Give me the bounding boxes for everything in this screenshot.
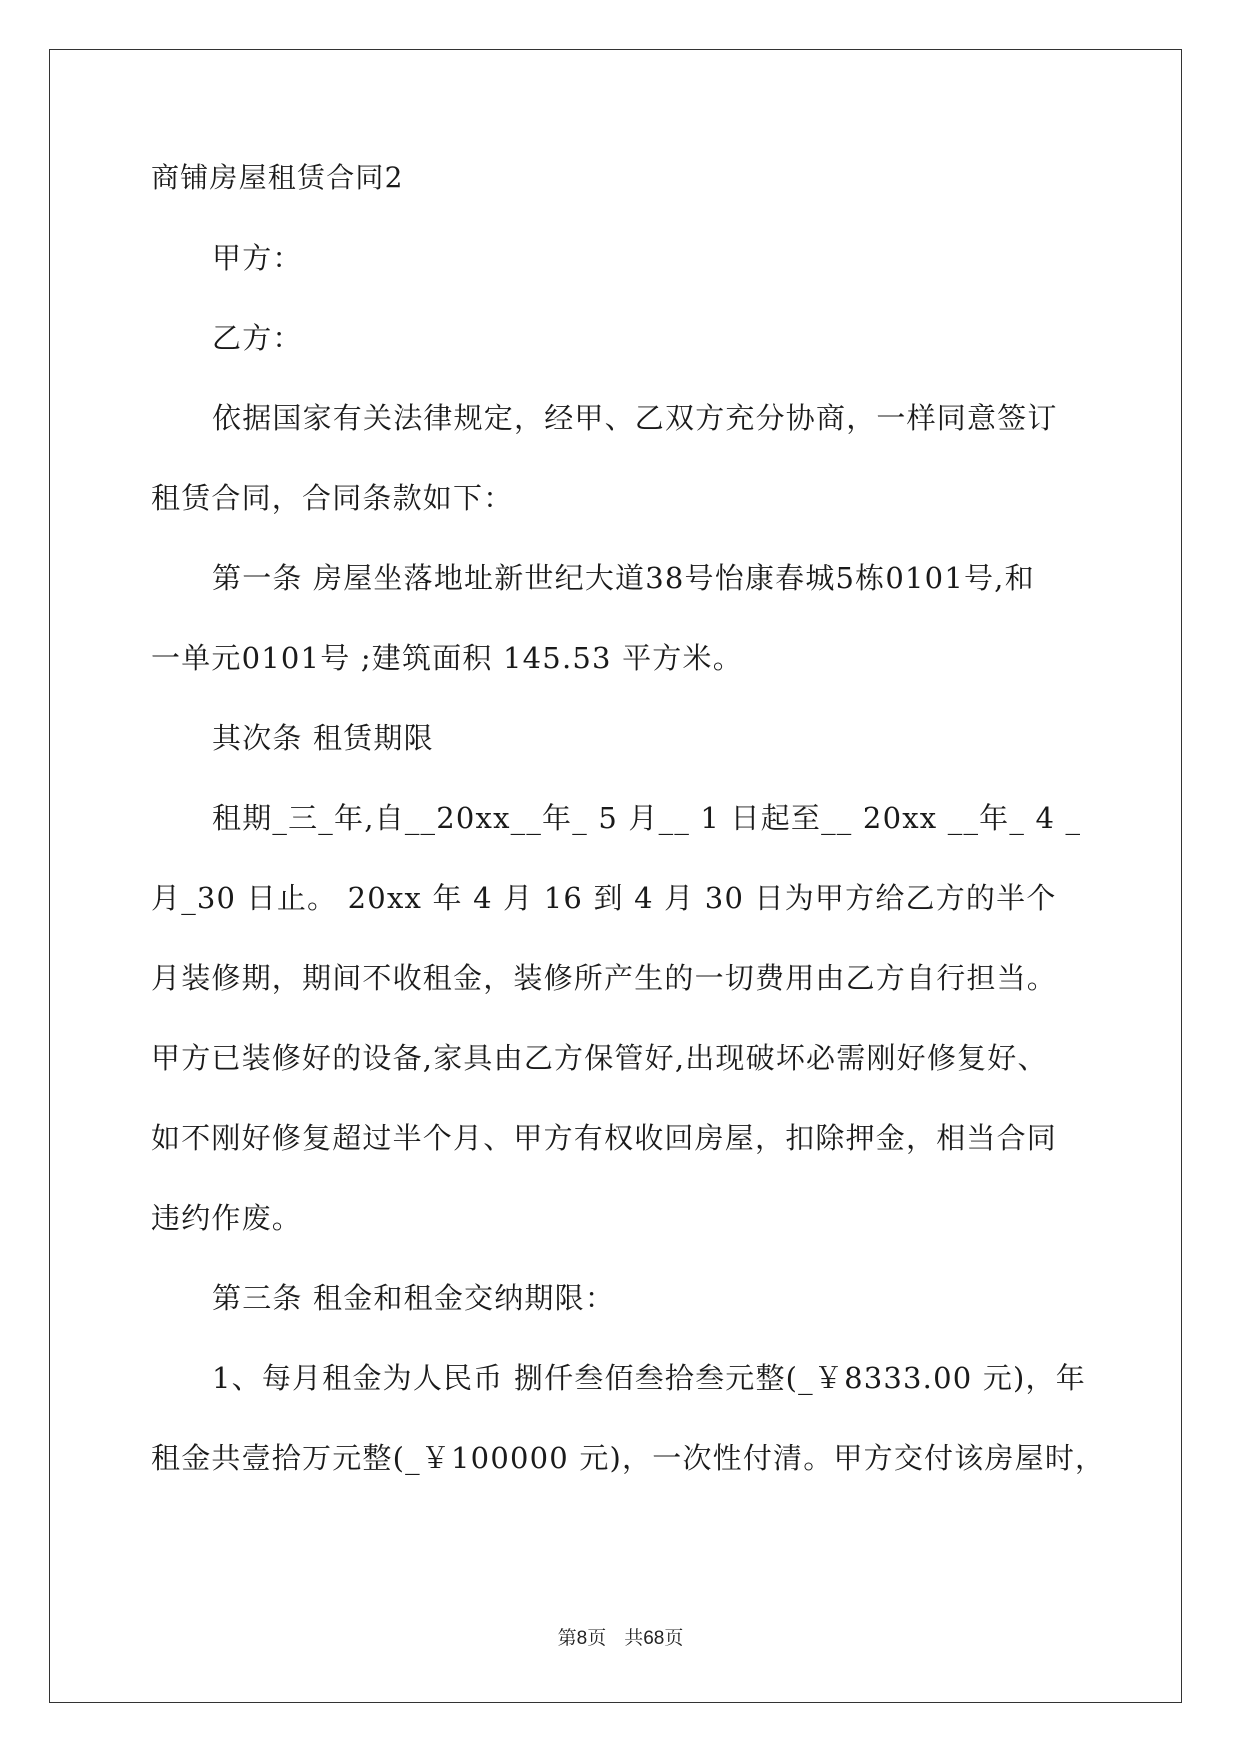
document-body	[151, 158, 1106, 1518]
text-line: 依据国家有关法律规定，经甲、乙双方充分协商，一样同意签订	[212, 401, 1058, 435]
page-footer	[0, 1623, 1241, 1650]
text-line: 甲方已装修好的设备,家具由乙方保管好,出现破坏必需刚好修复好、	[151, 1041, 1048, 1075]
text-line: 1、每月租金为人民币 捌仟叁佰叁拾叁元整(_￥8333.00 元)，年	[212, 1361, 1086, 1395]
text-line: 月装修期，期间不收租金，装修所产生的一切费用由乙方自行担当。	[151, 961, 1058, 995]
text-line: 月_30 日止。 20xx 年 4 月 16 到 4 月 30 日为甲方给乙方的半个	[151, 881, 1057, 915]
document-title: 商铺房屋租赁合同2	[151, 161, 404, 194]
page-number: 第8页	[557, 1628, 607, 1649]
text-line: 租期_三_年,自__20xx__年_ 5 月__ 1 日起至__ 20xx __年_ 4 _	[212, 801, 1082, 835]
text-line: 甲方：	[212, 241, 303, 275]
text-line: 租金共壹拾万元整(_￥100000 元)，一次性付清。甲方交付该房屋时，	[151, 1441, 1106, 1475]
text-line: 租赁合同，合同条款如下：	[151, 481, 514, 515]
text-line: 第三条 租金和租金交纳期限：	[212, 1281, 616, 1315]
text-line: 一单元0101号 ;建筑面积 145.53 平方米。	[151, 641, 743, 675]
text-line: 乙方：	[212, 321, 303, 355]
text-line: 第一条 房屋坐落地址新世纪大道38号怡康春城5栋0101号,和	[212, 561, 1035, 595]
text-line: 违约作废。	[151, 1201, 303, 1235]
page-total: 共68页	[624, 1628, 684, 1649]
text-line: 如不刚好修复超过半个月、甲方有权收回房屋，扣除押金，相当合同	[151, 1121, 1058, 1155]
text-line: 其次条 租赁期限	[212, 721, 434, 755]
document-lines	[151, 238, 1106, 1478]
